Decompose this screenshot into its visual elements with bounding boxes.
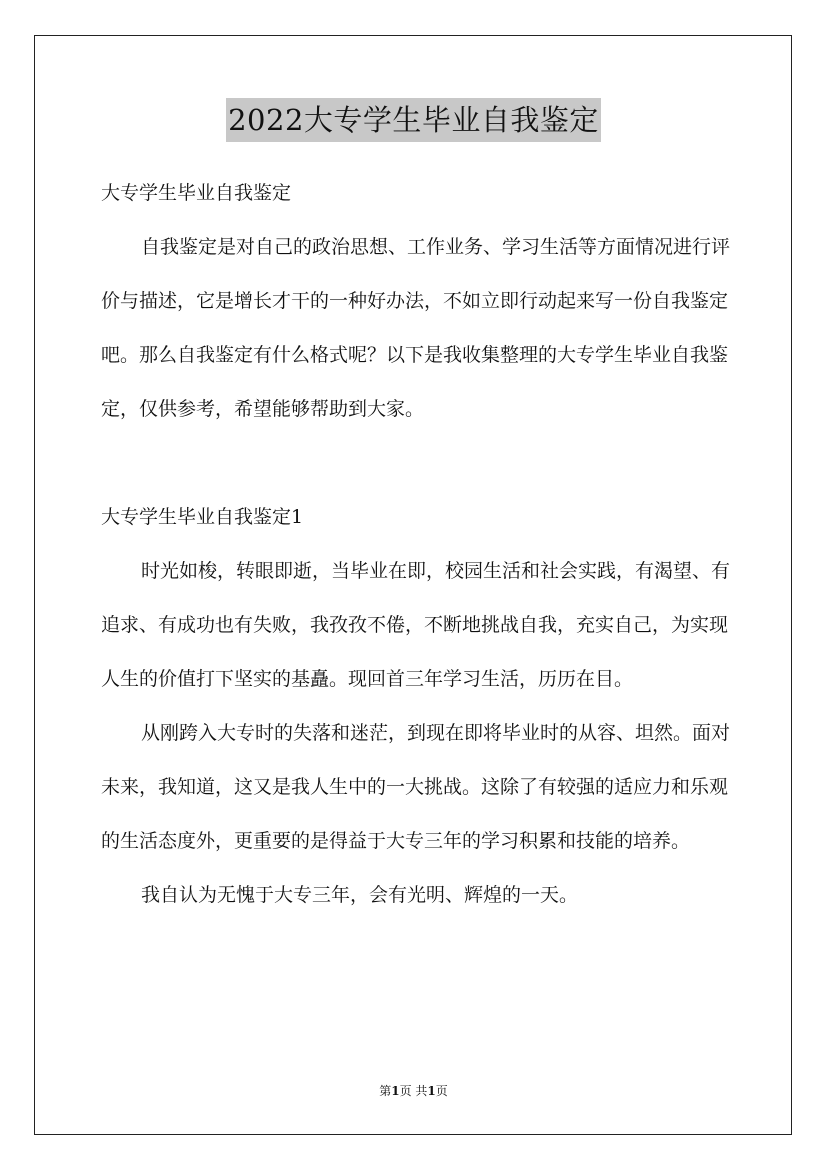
document-body xyxy=(101,166,741,922)
footer-page-number: 1 xyxy=(391,1084,400,1098)
footer-page-prefix: 第 xyxy=(379,1084,392,1098)
footer-total-pages: 1 xyxy=(427,1084,436,1098)
intro-paragraph: 自我鉴定是对自己的政治思想、工作业务、学习生活等方面情况进行评价与描述，它是增长才干的一种好办法，不如立即行动起来写一份自我鉴定吧。那么自我鉴定有什么格式呢？以下是我收集整理的大专学生毕业自我鉴定，仅供参考，希望能够帮助到大家。 xyxy=(101,236,731,420)
page-footer xyxy=(0,1082,827,1100)
body-paragraph: 从刚跨入大专时的失落和迷茫，到现在即将毕业时的从容、坦然。面对未来，我知道，这又是我人生中的一大挑战。这除了有较强的适应力和乐观的生活态度外，更重要的是得益于大专三年的学习积累和技能的培养。 xyxy=(101,722,731,852)
footer-page-suffix: 页 xyxy=(435,1084,448,1098)
section-spacer xyxy=(101,436,741,490)
body-paragraph: 时光如梭，转眼即逝，当毕业在即，校园生活和社会实践，有渴望、有追求、有成功也有失败，我孜孜不倦，不断地挑战自我，充实自己，为实现人生的价值打下坚实的基矗。现回首三年学习生活，历历在目。 xyxy=(101,560,731,690)
document-title: 2022大专学生毕业自我鉴定 xyxy=(226,98,601,142)
section-heading: 大专学生毕业自我鉴定1 xyxy=(101,506,304,528)
body-paragraph: 我自认为无愧于大专三年，会有光明、辉煌的一天。 xyxy=(141,884,579,906)
footer-page-mid: 页 共 xyxy=(399,1084,428,1098)
title-container xyxy=(0,98,827,142)
subtitle: 大专学生毕业自我鉴定 xyxy=(101,182,292,204)
